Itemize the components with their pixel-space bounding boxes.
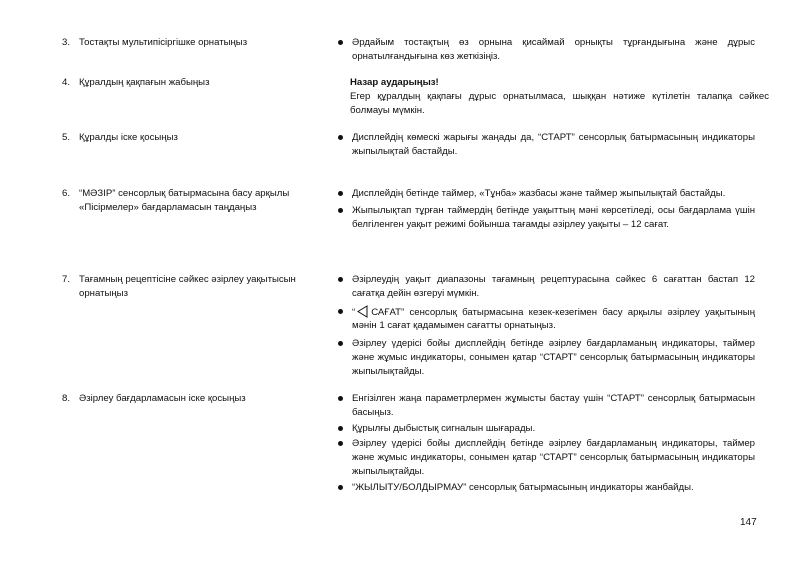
bullet-item — [336, 481, 755, 495]
bullet-icon — [338, 208, 343, 213]
attention-note — [336, 76, 769, 117]
bullet-icon — [338, 341, 343, 346]
step-4 — [62, 76, 332, 90]
bullet-icon — [338, 40, 343, 45]
step-8-details — [336, 392, 755, 497]
bullet-text: Жыпылықтап тұрған таймердің бетінде уақыттың мәні көрсетіледі, осы бағдарлама үшін белгіленген уақыт режимі бойынша тағамды әзірлеу уақыты – 12 сағат. — [352, 204, 755, 230]
bullet-text: Әзірлеу үдерісі бойы дисплейдің бетінде әзірлеу бағдарламаның индикаторы, таймер және жұмыс индикаторы, сонымен қатар “СТАРТ” сенсорлық батырмасының индикаторы жыпылықтайды. — [352, 438, 755, 477]
note-title: Назар аударыңыз! — [350, 77, 439, 88]
step-text: Тағамның рецептісіне сәйкес әзірлеу уақытысын орнатыңыз — [79, 274, 296, 299]
bullet-item — [336, 273, 755, 301]
bullet-item — [336, 337, 755, 378]
step-3 — [62, 36, 332, 50]
step-number: 7. — [62, 274, 71, 285]
bullet-icon — [338, 396, 343, 401]
bullet-item — [336, 305, 755, 334]
bullet-item — [336, 131, 755, 159]
bullet-icon — [338, 309, 343, 314]
bullet-item — [336, 36, 755, 64]
step-5-details — [336, 131, 755, 161]
step-number: 4. — [62, 77, 71, 88]
step-number: 6. — [62, 188, 71, 199]
step-6-details — [336, 187, 755, 233]
bullet-text: Енгізілген жаңа параметрлермен жұмысты бастау үшін “СТАРТ” сенсорлық батырмасын басыңыз. — [352, 393, 755, 418]
bullet-text: Дисплейдің көмескі жарығы жаңады да, “СТАРТ” сенсорлық батырмасының индикаторы жыпылықтай бастайды. — [352, 132, 755, 157]
step-3-details — [336, 36, 755, 66]
bullet-icon — [338, 135, 343, 140]
bullet-text: Әзірлеудің уақыт диапазоны тағамның рецептурасына сәйкес 6 сағаттан бастап 12 сағатқа дейін өзгеруі мүмкін. — [352, 274, 755, 299]
note-body: Егер құралдың қақпағы дұрыс орнатылмаса, шыққан нәтиже күтілетін талапқа сәйкес болмауы мүмкін. — [350, 90, 769, 116]
bullet-text: САҒАТ” сенсорлық батырмасына кезек-кезегімен басу арқылы әзірлеу уақытының мәнін 1 сағат қадамымен сағатты орнатыңыз. — [352, 306, 755, 332]
open-quote: “ — [352, 306, 356, 318]
step-text: Құралды іске қосыңыз — [79, 132, 178, 143]
step-text: Құралдың қақпағын жабыңыз — [79, 77, 210, 88]
bullet-text: “ЖЫЛЫТУ/БОЛДЫРМАУ” сенсорлық батырмасының индикаторы жанбайды. — [352, 481, 694, 493]
bullet-item — [336, 204, 755, 232]
bullet-icon — [338, 277, 343, 282]
bullet-item — [336, 392, 755, 420]
bullet-icon — [338, 485, 343, 490]
bullet-text: Әрдайым тостақтың өз орнына қисаймай орнықты тұрғандығына және дұрыс орнатылғандығына көз жеткізіңіз. — [352, 37, 755, 62]
bullet-icon — [338, 191, 343, 196]
triangle-outline-icon — [356, 305, 369, 318]
step-7-details — [336, 273, 755, 381]
page-number: 147 — [740, 517, 757, 528]
step-text: Тостақты мультипісіргішке орнатыңыз — [79, 37, 248, 48]
bullet-text: Әзірлеу үдерісі бойы дисплейдің бетінде әзірлеу бағдарламаның индикаторы, таймер және жұмыс индикаторы, сонымен қатар “СТАРТ” сенсорлық батырмасының индикаторы жыпылықтайды. — [352, 338, 755, 377]
bullet-text: Құрылғы дыбыстық сигналын шығарады. — [352, 422, 536, 434]
bullet-item — [336, 187, 755, 201]
bullet-icon — [338, 426, 343, 431]
bullet-item — [336, 422, 755, 436]
step-text: “МӘЗІР” сенсорлық батырмасына басу арқылы «Пісірмелер» бағдарламасын таңдаңыз — [79, 188, 290, 213]
bullet-icon — [338, 441, 343, 446]
bullet-item — [336, 437, 755, 478]
step-number: 5. — [62, 132, 71, 143]
step-number: 3. — [62, 37, 71, 48]
step-8 — [62, 392, 332, 406]
bullet-text: Дисплейдің бетінде таймер, «Тұнба» жазбасы және таймер жыпылықтай бастайды. — [352, 188, 726, 199]
step-7 — [62, 273, 332, 301]
step-text: Әзірлеу бағдарламасын іске қосыңыз — [79, 393, 246, 404]
step-number: 8. — [62, 393, 71, 404]
step-5 — [62, 131, 332, 145]
step-6 — [62, 187, 332, 215]
